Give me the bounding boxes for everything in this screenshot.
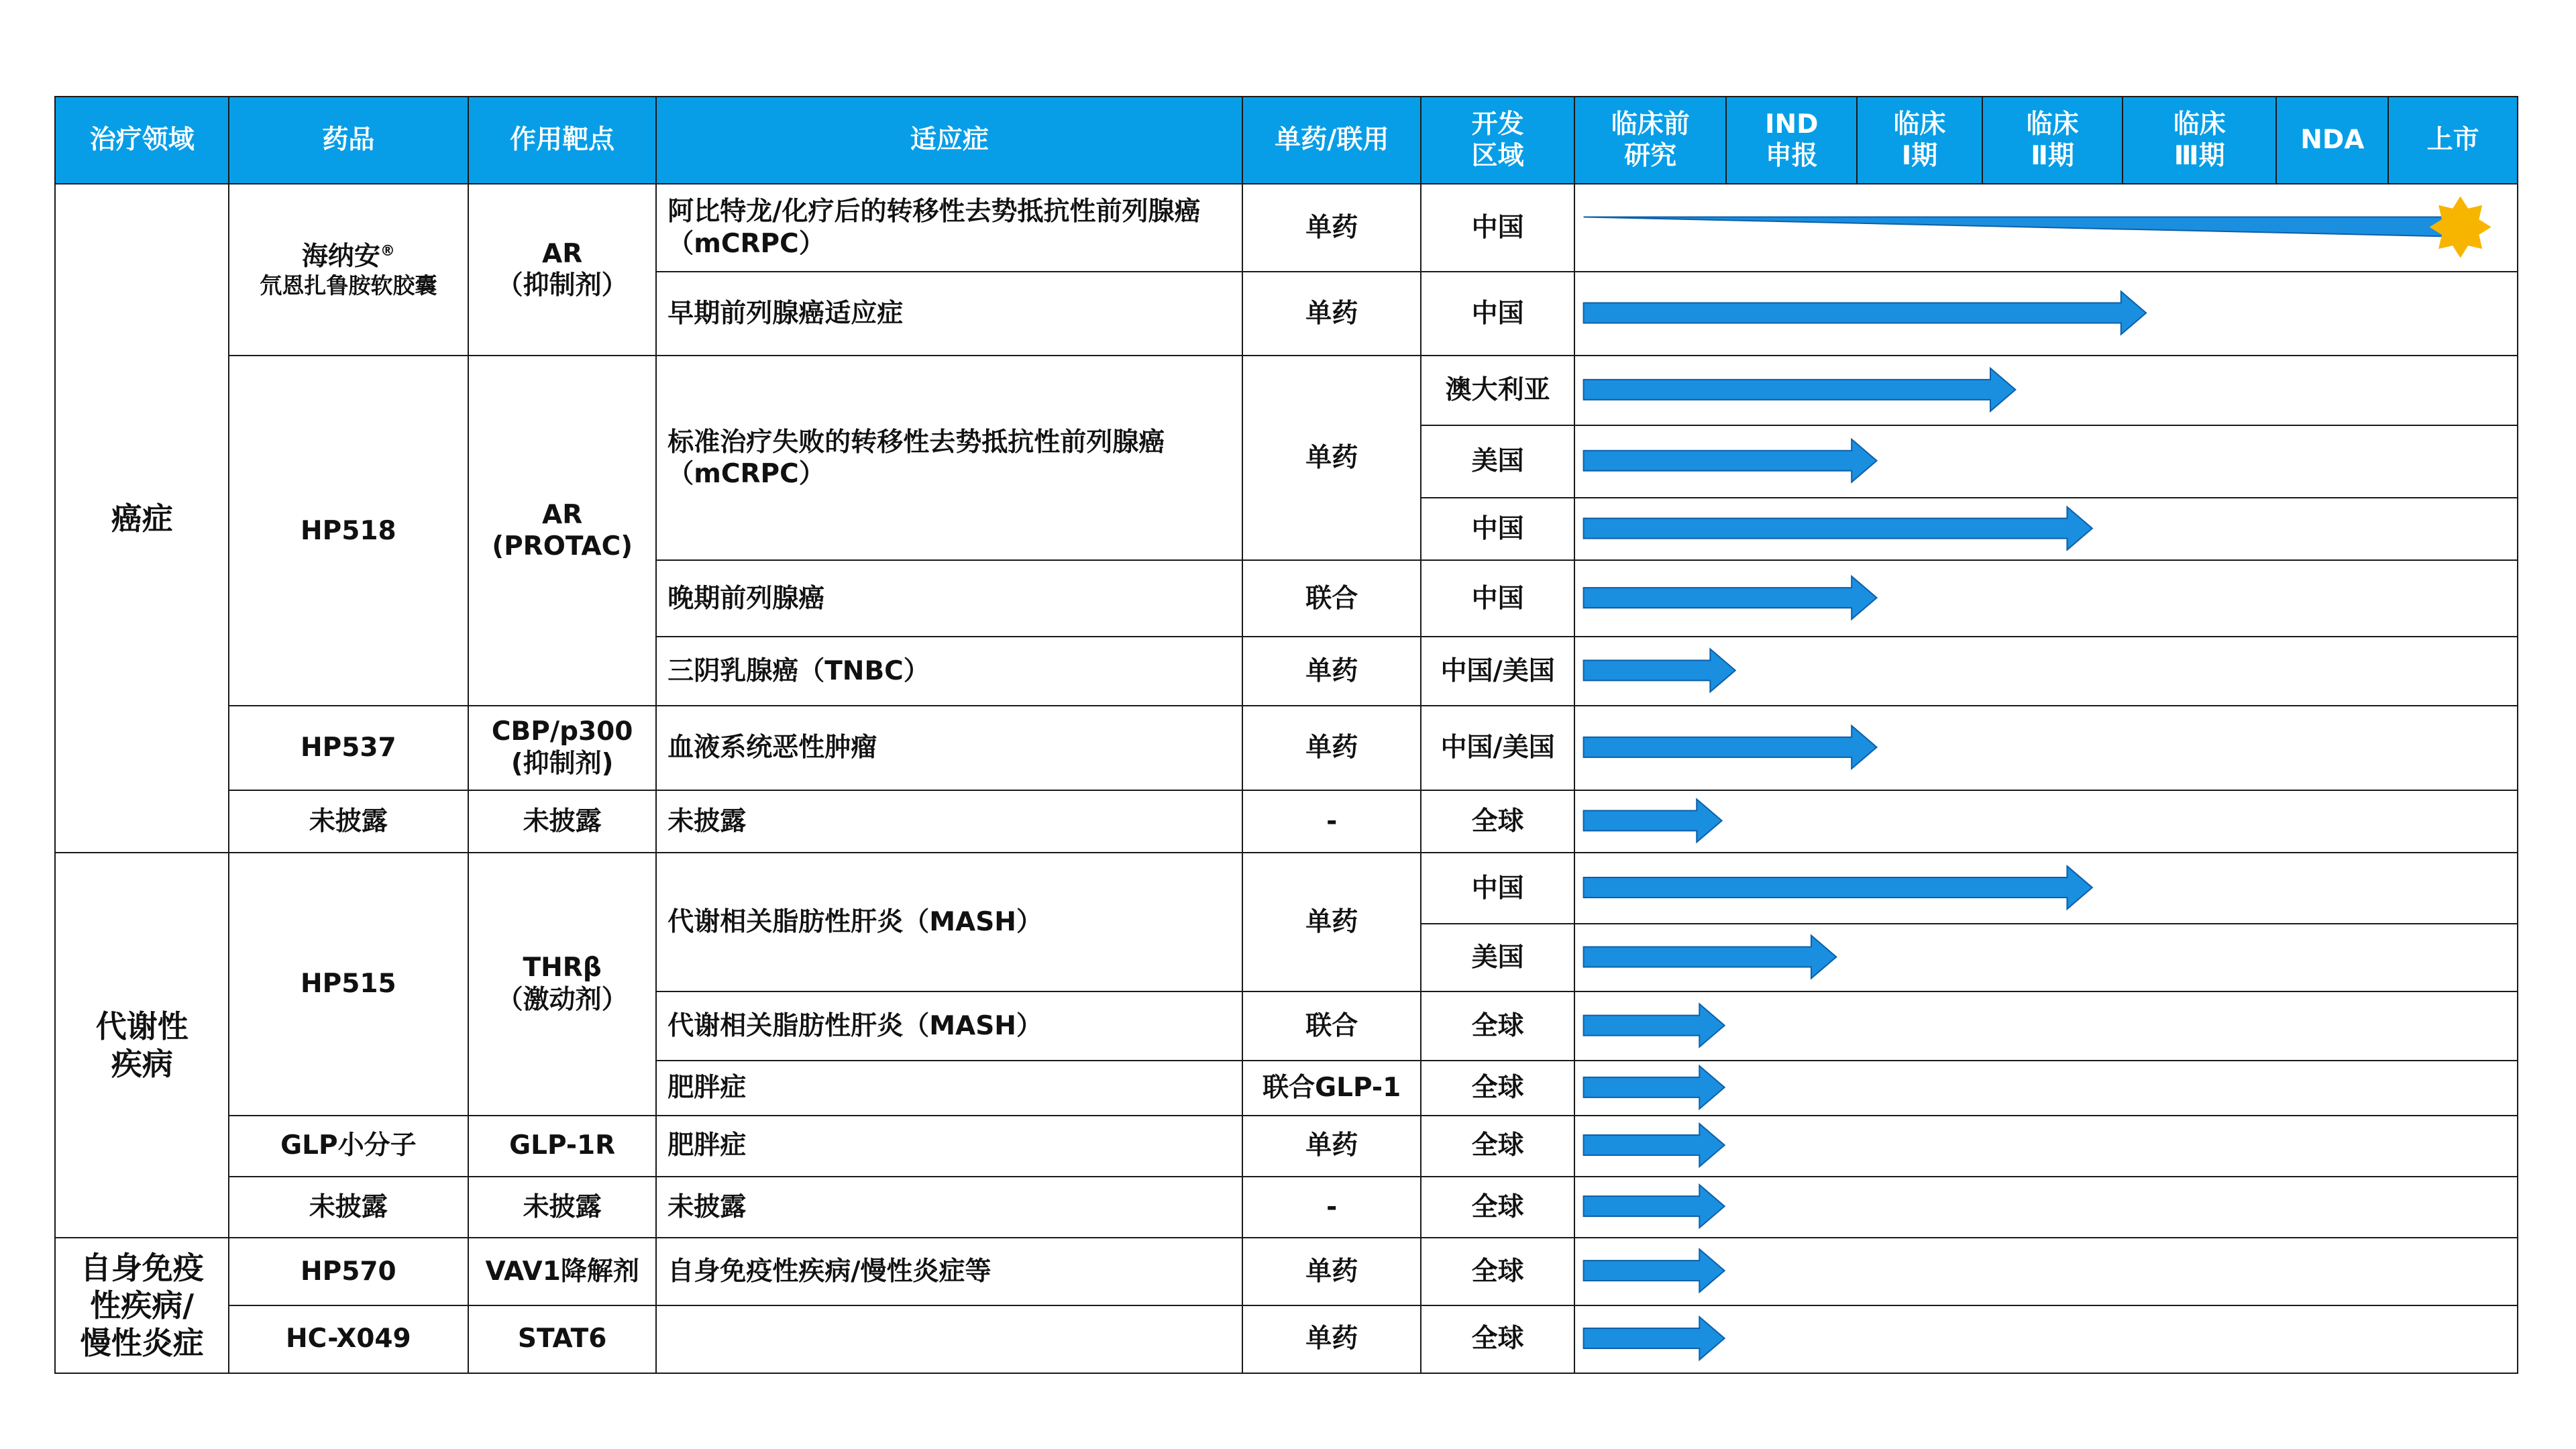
progress-arrow-13 <box>1584 1124 1725 1167</box>
header-stage-label: Ⅲ期 <box>2174 141 2225 172</box>
indication-label: 肥胖症 <box>667 1073 747 1104</box>
registered-mark: ® <box>380 242 395 260</box>
target-label: AR <box>542 238 583 269</box>
mode-label: 单药 <box>1305 655 1358 686</box>
region-label: 中国 <box>1471 873 1524 904</box>
target-label: (抑制剂) <box>511 749 614 780</box>
mode-label: 联合GLP-1 <box>1263 1073 1401 1104</box>
indication-label: 晚期前列腺癌 <box>667 583 825 614</box>
region-label: 澳大利亚 <box>1445 375 1550 406</box>
target-label: （抑制剂） <box>496 270 628 301</box>
progress-arrow-0 <box>1584 217 2477 237</box>
target-label: GLP-1R <box>509 1130 616 1161</box>
launched-star-icon <box>2430 196 2491 258</box>
mode-label: 单药 <box>1305 906 1358 937</box>
region-label: 中国 <box>1471 212 1524 243</box>
progress-arrow-14 <box>1584 1185 1725 1228</box>
mode-label: 联合 <box>1305 1011 1358 1042</box>
indication-label: 三阴乳腺癌（TNBC） <box>667 655 930 686</box>
indication-label: 代谢相关脂肪性肝炎（MASH） <box>667 906 1042 937</box>
target-label: AR <box>542 499 583 530</box>
indication-label: 标准治疗失败的转移性去势抵抗性前列腺癌（mCRPC） <box>667 427 1165 490</box>
target-label: (PROTAC) <box>492 531 633 562</box>
region-label: 中国/美国 <box>1440 733 1555 763</box>
target-label: STAT6 <box>517 1324 607 1354</box>
region-label: 美国 <box>1471 446 1524 477</box>
progress-arrow-15 <box>1584 1249 1725 1292</box>
target-label: 未披露 <box>523 1191 602 1222</box>
header-stage-label: NDA <box>2300 125 2365 156</box>
progress-arrow-11 <box>1584 1004 1725 1047</box>
indication-label: 肥胖症 <box>667 1130 747 1161</box>
region-label: 中国 <box>1471 298 1524 329</box>
header-region-line: 区域 <box>1471 141 1524 172</box>
mode-label: 单药 <box>1305 212 1358 243</box>
drug-name: 海纳安® <box>301 241 395 272</box>
progress-arrow-7 <box>1584 726 1877 769</box>
region-label: 中国/美国 <box>1440 655 1555 686</box>
indication-label: 未披露 <box>667 806 747 837</box>
header-stage-label: Ⅰ期 <box>1901 141 1938 172</box>
header-indication-label: 适应症 <box>910 125 989 156</box>
target-label: THRβ <box>523 953 602 983</box>
target-label: （激动剂） <box>496 985 628 1016</box>
header-stage-label: Ⅱ期 <box>2031 141 2074 172</box>
mode-label: 联合 <box>1305 583 1358 614</box>
drug-name: GLP小分子 <box>280 1130 417 1161</box>
header-area-label: 治疗领域 <box>89 125 195 156</box>
target-label: VAV1降解剂 <box>485 1256 639 1287</box>
drug-name: 未披露 <box>309 1191 388 1222</box>
mode-label: 单药 <box>1305 1324 1358 1354</box>
area-label: 疾病 <box>111 1046 173 1083</box>
progress-arrow-5 <box>1584 576 1877 619</box>
progress-arrow-2 <box>1584 368 2016 411</box>
progress-arrow-8 <box>1584 799 1722 842</box>
header-stage-label: 申报 <box>1765 141 1818 172</box>
drug-generic-name: 氘恩扎鲁胺软胶囊 <box>260 272 437 299</box>
area-label: 慢性炎症 <box>80 1324 204 1361</box>
mode-label: 单药 <box>1305 1130 1358 1161</box>
header-stage-label: 临床 <box>2173 109 2226 140</box>
drug-name: HP515 <box>301 969 396 1000</box>
progress-arrow-12 <box>1584 1066 1725 1109</box>
mode-label: - <box>1326 806 1338 837</box>
area-label: 性疾病/ <box>90 1287 195 1324</box>
drug-name: HP537 <box>301 733 396 763</box>
header-stage-label: 上市 <box>2426 125 2479 156</box>
drug-name: HC-X049 <box>286 1324 411 1354</box>
progress-arrow-9 <box>1584 866 2092 909</box>
progress-arrow-10 <box>1584 935 1837 978</box>
progress-arrow-6 <box>1584 649 1735 692</box>
drug-name: 未披露 <box>309 806 388 837</box>
indication-label: 阿比特龙/化疗后的转移性去势抵抗性前列腺癌（mCRPC） <box>667 197 1201 259</box>
region-label: 全球 <box>1471 1324 1524 1354</box>
progress-arrow-4 <box>1584 507 2092 550</box>
header-mode-label: 单药/联用 <box>1275 125 1389 156</box>
mode-label: 单药 <box>1305 298 1358 329</box>
header-region-line: 开发 <box>1471 109 1524 140</box>
region-label: 中国 <box>1471 583 1524 614</box>
mode-label: 单药 <box>1305 733 1358 763</box>
area-label: 代谢性 <box>95 1008 189 1045</box>
area-label: 癌症 <box>111 500 173 537</box>
progress-arrow-16 <box>1584 1317 1725 1360</box>
drug-name: HP570 <box>301 1256 396 1287</box>
region-label: 全球 <box>1471 1011 1524 1042</box>
target-label: CBP/p300 <box>491 716 633 747</box>
header-stage-label: 临床 <box>2026 109 2079 140</box>
mode-label: 单药 <box>1305 1256 1358 1287</box>
region-label: 全球 <box>1471 1073 1524 1104</box>
indication-label: 早期前列腺癌适应症 <box>667 298 904 329</box>
mode-label: - <box>1326 1191 1338 1222</box>
region-label: 美国 <box>1471 942 1524 973</box>
region-label: 全球 <box>1471 806 1524 837</box>
region-label: 全球 <box>1471 1130 1524 1161</box>
mode-label: 单药 <box>1305 443 1358 474</box>
header-target-label: 作用靶点 <box>510 125 615 156</box>
indication-label: 代谢相关脂肪性肝炎（MASH） <box>667 1011 1042 1042</box>
target-label: 未披露 <box>523 806 602 837</box>
progress-arrow-3 <box>1584 439 1877 482</box>
header-drug-label: 药品 <box>322 125 375 156</box>
header-stage-label: 研究 <box>1624 141 1677 172</box>
indication-label: 血液系统恶性肿瘤 <box>667 733 877 763</box>
header-stage-label: IND <box>1764 109 1819 140</box>
region-label: 中国 <box>1471 514 1524 545</box>
progress-arrow-1 <box>1584 291 2147 334</box>
drug-name: HP518 <box>301 515 396 546</box>
header-stage-label: 临床 <box>1893 109 1946 140</box>
indication-label: 自身免疫性疾病/慢性炎症等 <box>667 1256 991 1287</box>
header-stage-label: 临床前 <box>1611 109 1690 140</box>
region-label: 全球 <box>1471 1191 1524 1222</box>
indication-label: 未披露 <box>667 1191 747 1222</box>
area-label: 自身免疫 <box>80 1249 204 1286</box>
region-label: 全球 <box>1471 1256 1524 1287</box>
